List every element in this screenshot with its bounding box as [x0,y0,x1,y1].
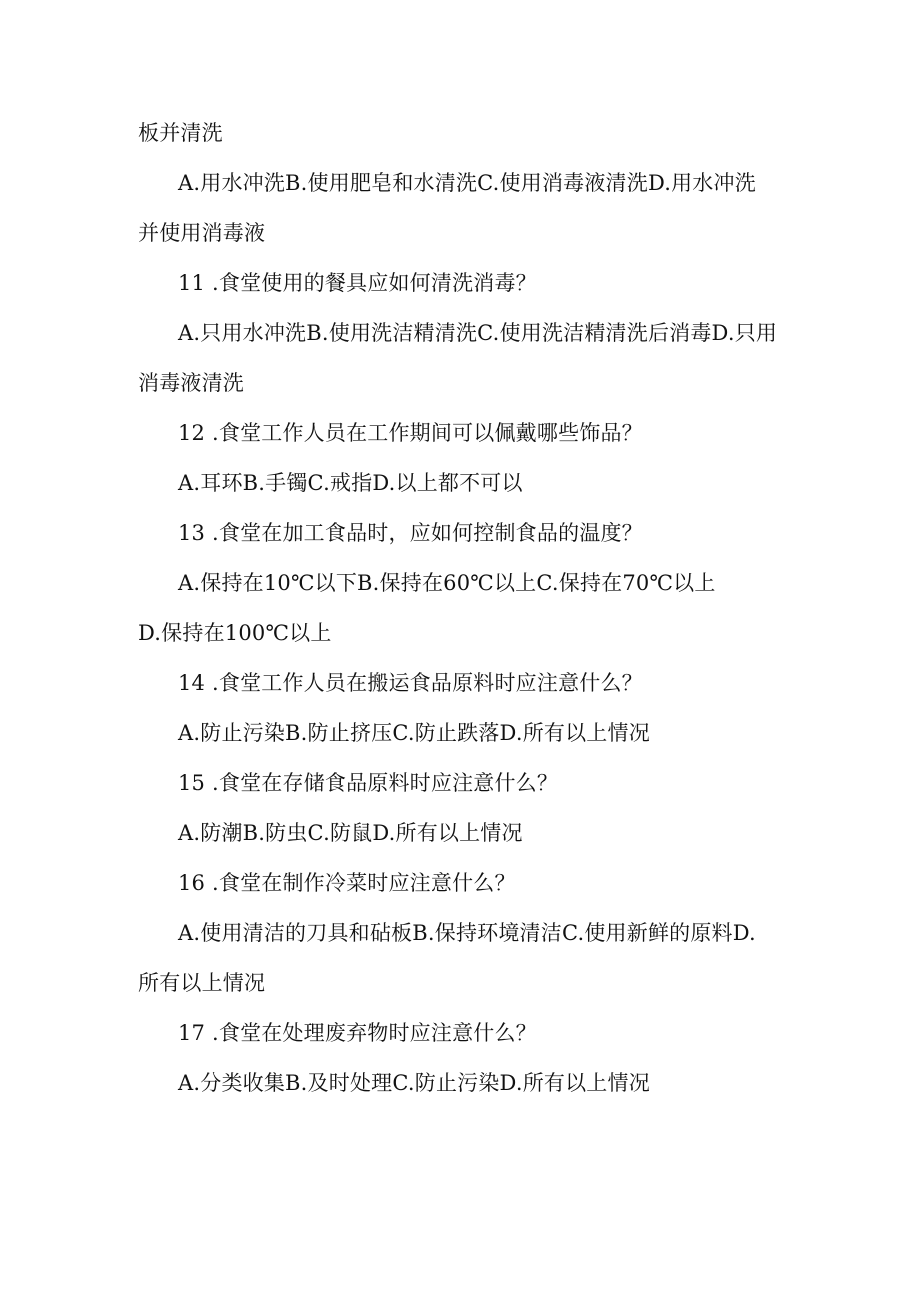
answer-options-q15: A.防潮B.防虫C.防鼠D.所有以上情况 [178,821,523,845]
answer-options-q17: A.分类收集B.及时处理C.防止污染D.所有以上情况 [178,1071,650,1095]
answer-options-q10: A.用水冲洗B.使用肥皂和水清洗C.使用消毒液清洗D.用水冲洗 [178,171,756,195]
answer-options-q16: A.使用清洁的刀具和砧板B.保持环境清洁C.使用新鲜的原料D. [178,921,756,945]
answer-options-q13: A.保持在10℃以下B.保持在60℃以上C.保持在70℃以上 [178,571,716,595]
question-11: 11 .食堂使用的餐具应如何清洗消毒？ [178,271,537,295]
answer-options-q16-cont: 所有以上情况 [138,971,266,995]
question-12: 12 .食堂工作人员在工作期间可以佩戴哪些饰品？ [178,421,643,445]
question-17: 17 .食堂在处理废弃物时应注意什么？ [178,1021,537,1045]
answer-options-q11-cont: 消毒液清洗 [138,371,244,395]
answer-options-q12: A.耳环B.手镯C.戒指D.以上都不可以 [178,471,523,495]
question-14: 14 .食堂工作人员在搬运食品原料时应注意什么？ [178,671,643,695]
question-16: 16 .食堂在制作冷菜时应注意什么？ [178,871,516,895]
question-15: 15 .食堂在存储食品原料时应注意什么？ [178,771,559,795]
answer-options-q10-cont: 并使用消毒液 [138,221,266,245]
answer-options-q11: A.只用水冲洗B.使用洗洁精清洗C.使用洗洁精清洗后消毒D.只用 [178,321,778,345]
answer-options-q14: A.防止污染B.防止挤压C.防止跌落D.所有以上情况 [178,721,650,745]
question-13: 13 .食堂在加工食品时，应如何控制食品的温度？ [178,521,643,545]
answer-options-q13-cont: D.保持在100℃以上 [138,621,332,645]
text-line-continuation-q10: 板并清洗 [138,121,223,145]
